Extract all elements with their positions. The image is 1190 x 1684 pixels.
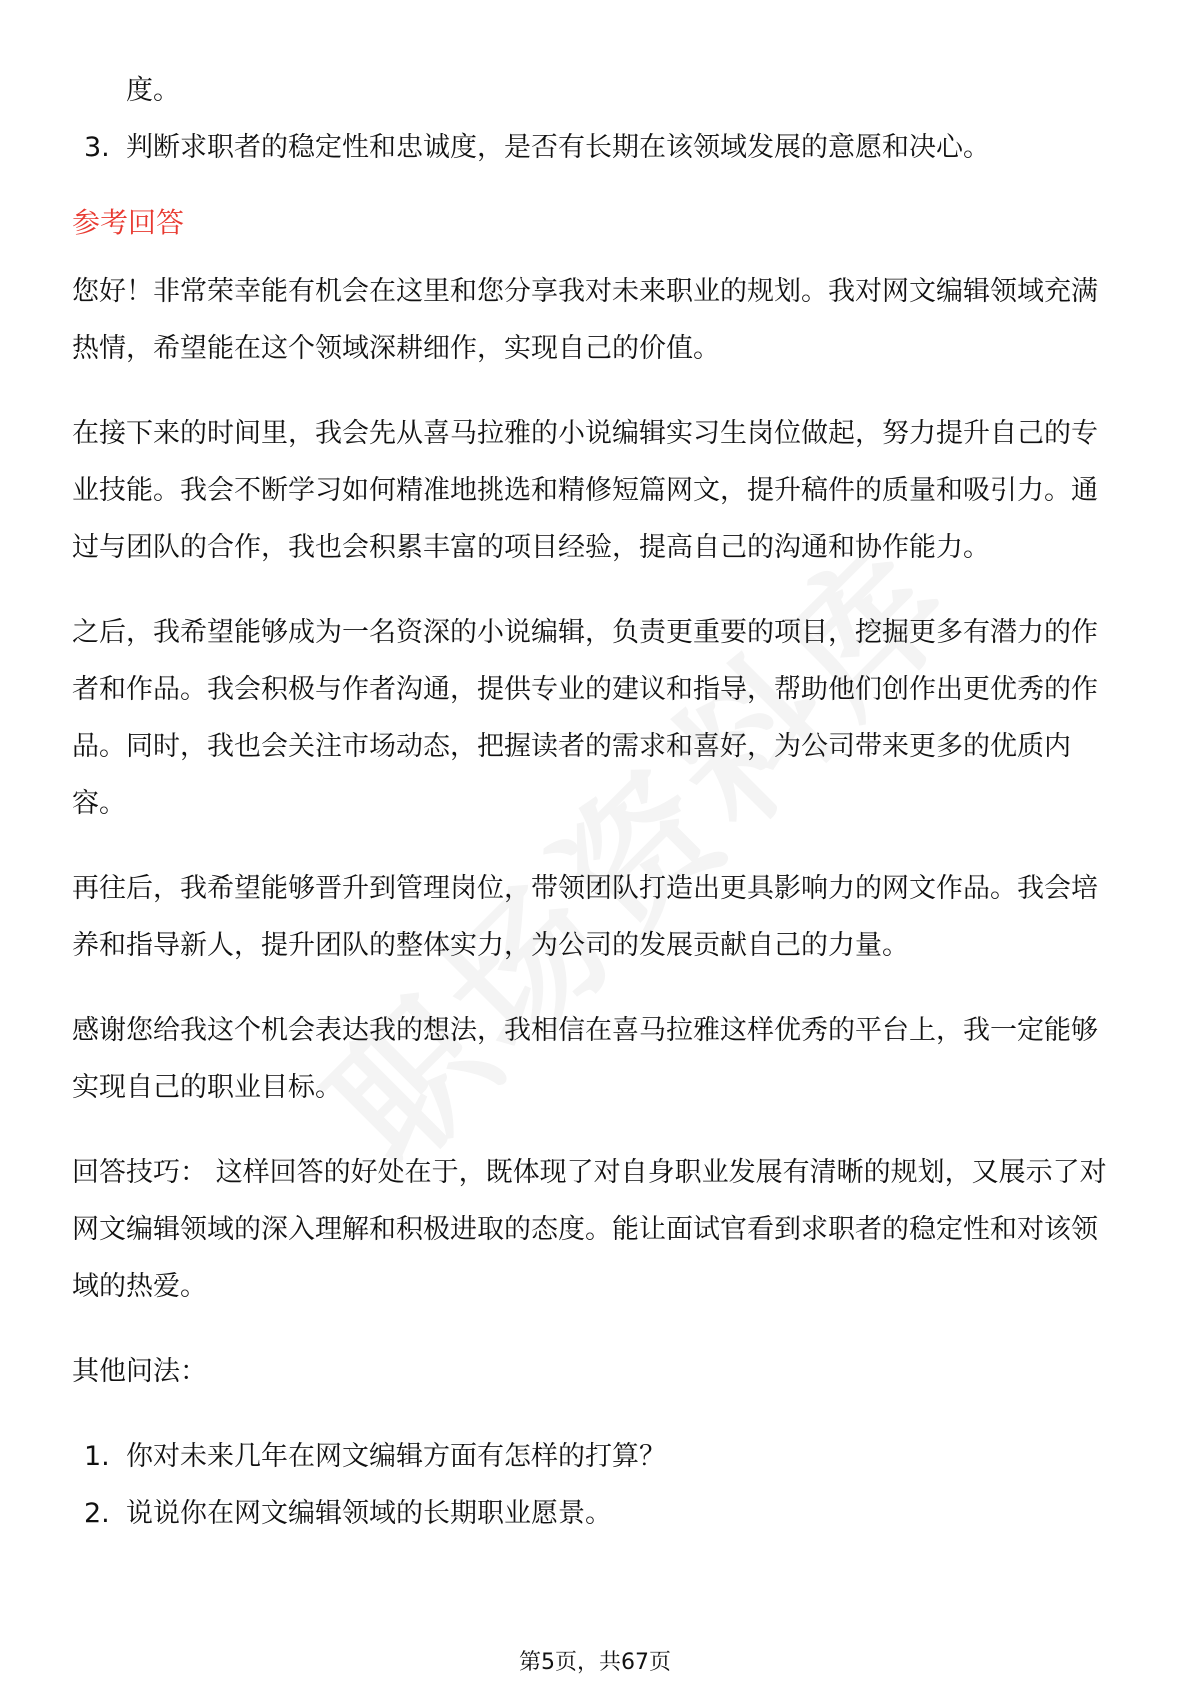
list-number: 1. <box>84 1441 110 1472</box>
list-item <box>72 1485 1120 1542</box>
document-page <box>72 62 1120 1542</box>
list-item-text: 说说你在网文编辑领域的长期职业愿景。 <box>126 1498 612 1529</box>
paragraph: 您好！非常荣幸能有机会在这里和您分享我对未来职业的规划。我对网文编辑领域充满热情，希望能在这个领域深耕细作，实现自己的价值。 <box>72 276 1098 364</box>
list-item <box>72 119 1120 176</box>
list-number: 3. <box>84 132 110 163</box>
other-questions-label: 其他问法： <box>72 1356 207 1387</box>
answer-tip-paragraph: 回答技巧： 这样回答的好处在于，既体现了对自身职业发展有清晰的规划，又展示了对网文编辑领域的深入理解和积极进取的态度。能让面试官看到求职者的稳定性和对该领域的热爱。 <box>72 1157 1107 1302</box>
paragraph: 感谢您给我这个机会表达我的想法，我相信在喜马拉雅这样优秀的平台上，我一定能够实现自己的职业目标。 <box>72 1015 1098 1103</box>
section-heading: 参考回答 <box>72 206 185 239</box>
paragraph: 在接下来的时间里，我会先从喜马拉雅的小说编辑实习生岗位做起，努力提升自己的专业技能。我会不断学习如何精准地挑选和精修短篇网文，提升稿件的质量和吸引力。通过与团队的合作，我也会积累丰富的项目经验，提高自己的沟通和协作能力。 <box>72 418 1098 563</box>
top-list <box>72 119 1120 176</box>
list-item-text: 判断求职者的稳定性和忠诚度，是否有长期在该领域发展的意愿和决心。 <box>126 132 990 163</box>
page-number-footer: 第5页，共67页 <box>519 1650 671 1675</box>
list-number: 2. <box>84 1498 110 1529</box>
list-item-continuation: 度。 <box>126 75 180 106</box>
list-item-text: 你对未来几年在网文编辑方面有怎样的打算？ <box>126 1441 666 1472</box>
paragraph: 之后，我希望能够成为一名资深的小说编辑，负责更重要的项目，挖掘更多有潜力的作者和作品。我会积极与作者沟通，提供专业的建议和指导，帮助他们创作出更优秀的作品。同时，我也会关注市场动态，把握读者的需求和喜好，为公司带来更多的优质内容。 <box>72 617 1098 819</box>
other-questions-list <box>72 1428 1120 1542</box>
list-item <box>72 1428 1120 1485</box>
paragraph: 再往后，我希望能够晋升到管理岗位，带领团队打造出更具影响力的网文作品。我会培养和指导新人，提升团队的整体实力，为公司的发展贡献自己的力量。 <box>72 873 1098 961</box>
